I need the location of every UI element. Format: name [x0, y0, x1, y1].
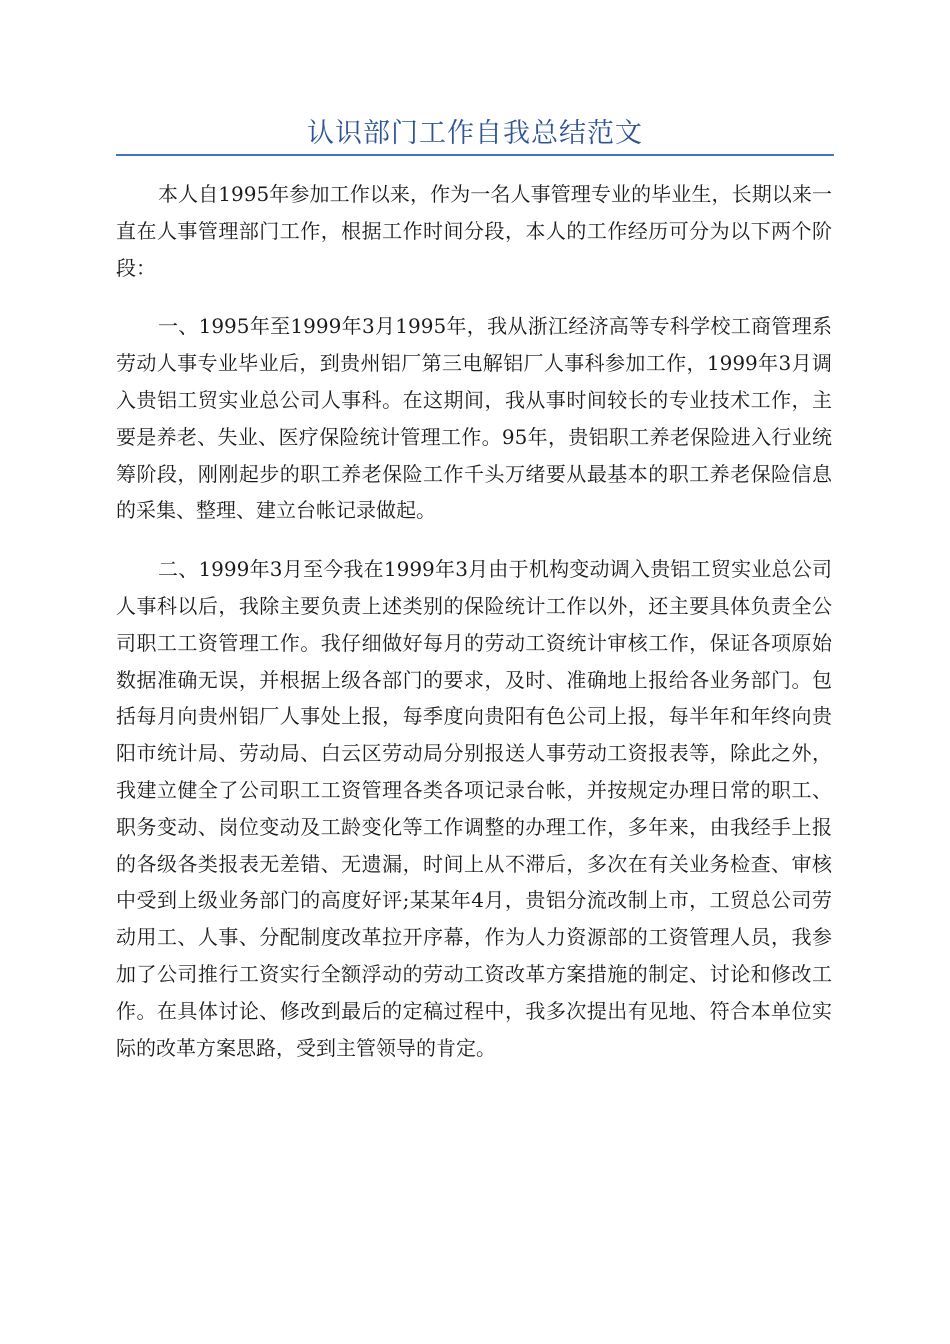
document-title: 认识部门工作自我总结范文 [307, 118, 643, 149]
document-body [116, 176, 832, 1088]
paragraph-intro: 本人自1995年参加工作以来，作为一名人事管理专业的毕业生，长期以来一直在人事管理部门工作，根据工作时间分段，本人的工作经历可分为以下两个阶段： [116, 182, 832, 280]
paragraph-stage-one: 一、1995年至1999年3月1995年，我从浙江经济高等专科学校工商管理系劳动人事专业毕业后，到贵州铝厂第三电解铝厂人事科参加工作，1999年3月调入贵铝工贸实业总公司人事科。在这期间，我从事时间较长的专业技术工作，主要是养老、失业、医疗保险统计管理工作。95年，贵铝职工养老保险进入行业统筹阶段，刚刚起步的职工养老保险工作千头万绪要从最基本的职工养老保险信息的采集、整理、建立台帐记录做起。 [116, 314, 832, 523]
title-underline [116, 154, 834, 156]
paragraph-stage-two: 二、1999年3月至今我在1999年3月由于机构变动调入贵铝工贸实业总公司人事科以后，我除主要负责上述类别的保险统计工作以外，还主要具体负责全公司职工工资管理工作。我仔细做好每月的劳动工资统计审核工作，保证各项原始数据准确无误，并根据上级各部门的要求，及时、准确地上报给各业务部门。包括每月向贵州铝厂人事处上报，每季度向贵阳有色公司上报，每半年和年终向贵阳市统计局、劳动局、白云区劳动局分别报送人事劳动工资报表等，除此之外，我建立健全了公司职工工资管理各类各项记录台帐，并按规定办理日常的职工、职务变动、岗位变动及工龄变化等工作调整的办理工作，多年来，由我经手上报的各级各类报表无差错、无遗漏，时间上从不滞后，多次在有关业务检查、审核中受到上级业务部门的高度好评;某某年4月，贵铝分流改制上市，工贸总公司劳动用工、人事、分配制度改革拉开序幕，作为人力资源部的工资管理人员，我参加了公司推行工资实行全额浮动的劳动工资改革方案措施的制定、讨论和修改工作。在具体讨论、修改到最后的定稿过程中，我多次提出有见地、符合本单位实际的改革方案思路，受到主管领导的肯定。 [116, 557, 832, 1060]
